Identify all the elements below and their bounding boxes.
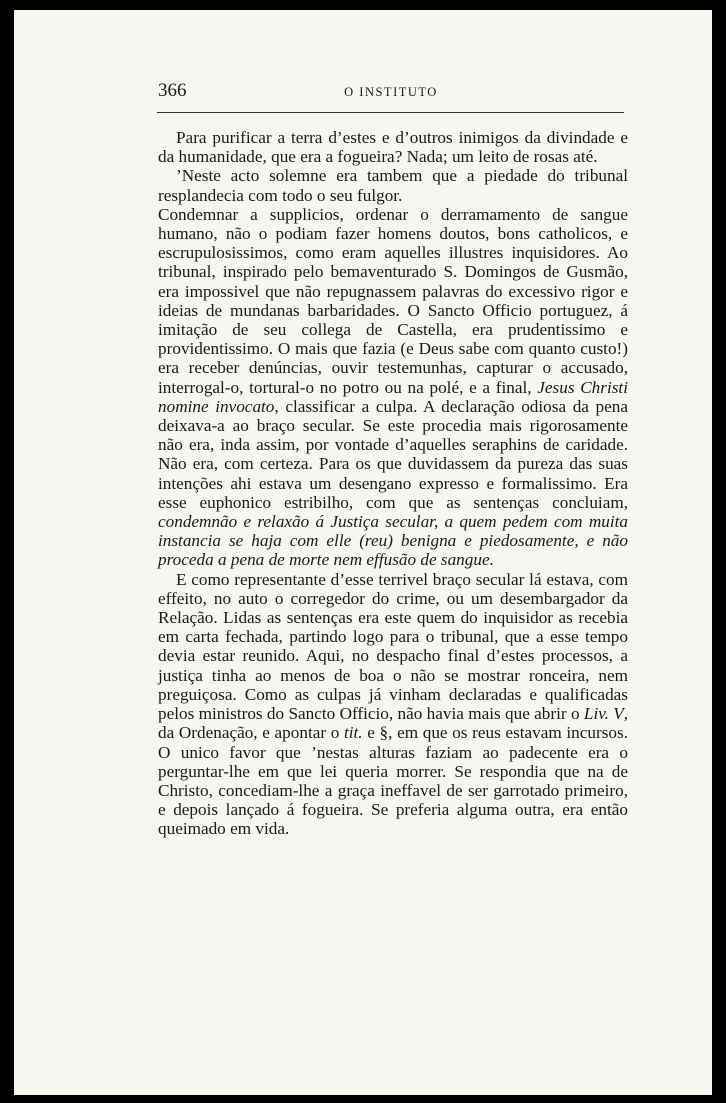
page-number: 366 (158, 80, 187, 101)
paragraph-3-text-a: Condemnar a supplicios, ordenar o derramamento de sangue humano, não o podiam fazer homens doutos, bons catholicos, e escrupulosissimos, como eram aquelles illustres inquisidores. Ao tribunal, inspirado pelo bemaventurado S. Domingos de Gusmão, era impossivel que não repugnassem palavras do excessivo rigor e ideias de mundanas barbaridades. O Sancto Officio portuguez, á imitação de seu collega de Castella, era prudentissimo e providentissimo. O mais que fazia (e Deus sabe com quanto custo!) era receber denúncias, ouvir testemunhas, capturar o accusado, interrogal-o, tortural-o no potro ou na polé, e a final, (158, 204, 628, 397)
paragraph-4-text-b: , da Ordenação, e apontar o (158, 704, 629, 743)
citation-tit: tit. (343, 723, 363, 743)
paragraph-3 (158, 205, 628, 570)
header-rule (157, 112, 624, 113)
paragraph-3-text-b: , classificar a culpa. A declaração odiosa da pena deixava-a ao braço secular. Se este procedia mais rigorosamente não era, inda assim, por vontade d’aquelles seraphins de caridade. Não era, com certeza. Para os que duvidassem da pureza das suas intenções ahi estava um desengano expresso e formalissimo. Era esse euphonico estribilho, com que as sentenças concluiam, (158, 396, 628, 512)
citation-liv: Liv. V (583, 704, 624, 724)
page-header (158, 80, 624, 106)
paragraph-1: Para purificar a terra d’estes e d’outros inimigos da divindade e da humanidade, que era a fogueira? Nada; um leito de rosas até. (158, 128, 628, 167)
body-text (158, 128, 628, 839)
paragraph-4 (158, 570, 628, 839)
paragraph-4-text-c: e §, em que os reus estavam incursos. O unico favor que ’nestas alturas faziam ao padecente era o perguntar-lhe em que lei queria morrer. Se respondia que na de Christo, concediam-lhe a graça ineffavel de ser garrotado primeiro, e depois lançado á fogueira. Se preferia alguma outra, era então queimado em vida. (158, 723, 628, 839)
paragraph-4-text-a: E como representante d’esse terrivel braço secular lá estava, com effeito, no auto o corregedor do crime, ou um desembargador da Relação. Lidas as sentenças era este quem do inquisidor as recebia em carta fechada, partindo logo para o tribunal, que a esse tempo devia estar reunido. Aqui, no despacho final d’estes processos, a justiça tinha ao menos de boa o não se mostrar ronceira, nem preguiçosa. Como as culpas já vinham declaradas e qualificadas pelos ministros do Sancto Officio, não havia mais que abrir o (158, 569, 628, 724)
paragraph-2: ’Neste acto solemne era tambem que a piedade do tribunal resplandecia com todo o seu fulgor. (158, 166, 628, 205)
running-title: O INSTITUTO (344, 85, 438, 99)
sentence-formula: condemnão e relaxão á Justiça secular, a quem pedem com muita instancia se haja com elle (reu) benigna e piedosamente, e não proceda a pena de morte nem effusão de sangue. (158, 512, 628, 570)
latin-phrase: Jesus Christi nomine invocato (158, 377, 628, 416)
